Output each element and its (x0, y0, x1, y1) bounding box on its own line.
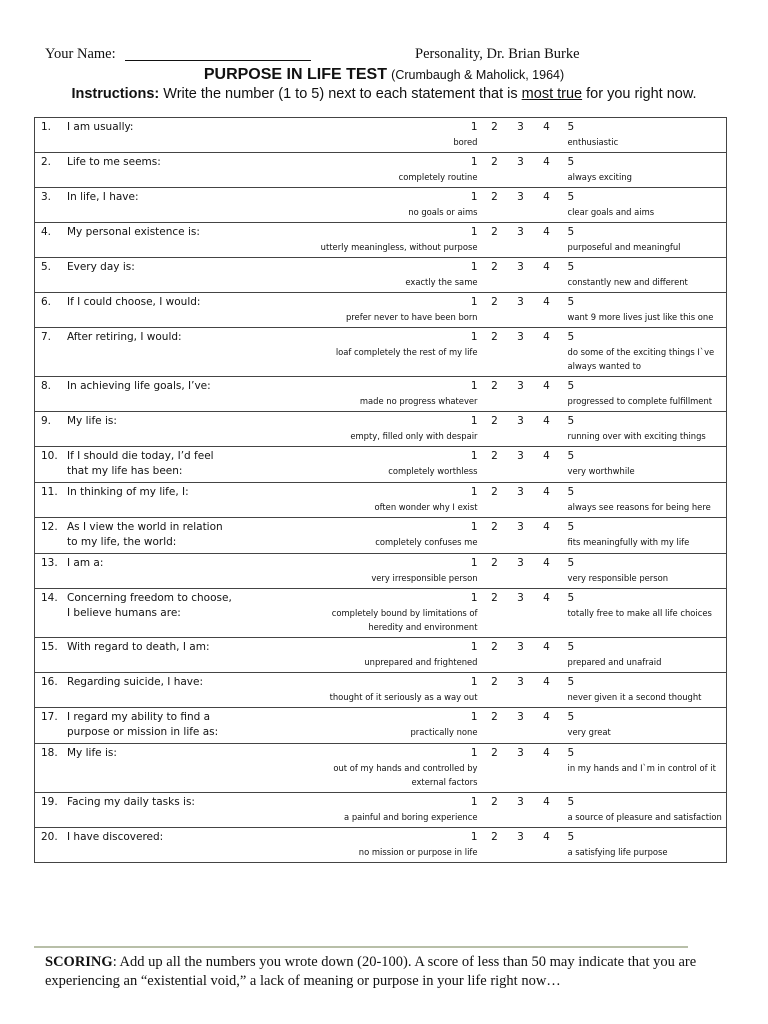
rating-5-cell[interactable] (560, 518, 727, 554)
rating-5-cell[interactable] (560, 673, 727, 708)
rating-1-cell[interactable] (238, 828, 482, 863)
divider-rule (34, 946, 688, 948)
rating-3[interactable]: 3 (508, 483, 534, 518)
high-anchor-label: prepared and unafraid (567, 657, 662, 667)
question-text: Every day is: (67, 261, 135, 273)
rating-3[interactable]: 3 (508, 118, 534, 153)
table-row (35, 293, 727, 328)
question-cell (35, 223, 238, 258)
high-anchor-label: always exciting (567, 172, 632, 182)
low-anchor-label: prefer never to have been born (345, 312, 478, 322)
table-row (35, 589, 727, 638)
course-label: Personality, Dr. Brian Burke (415, 46, 580, 62)
rating-5[interactable]: 5 (567, 747, 575, 759)
rating-2[interactable]: 2 (482, 377, 508, 412)
instructions-text-post: for you right now. (582, 86, 697, 102)
question-number: 19. (41, 796, 58, 808)
question-number: 18. (41, 747, 58, 759)
low-anchor-label: very irresponsible person (371, 573, 478, 583)
rating-2[interactable]: 2 (482, 223, 508, 258)
rating-5[interactable]: 5 (567, 592, 575, 604)
question-text: My personal existence is: (67, 226, 200, 238)
table-row (35, 223, 727, 258)
question-cell (35, 118, 238, 153)
rating-5-cell[interactable] (560, 293, 727, 328)
rating-2[interactable]: 2 (482, 153, 508, 188)
rating-5[interactable]: 5 (567, 641, 575, 653)
low-anchor-label: utterly meaningless, without purpose (320, 242, 478, 252)
rating-5[interactable]: 5 (567, 450, 575, 462)
instructions-label: Instructions: (71, 86, 160, 102)
rating-5[interactable]: 5 (567, 296, 575, 308)
scoring-text: : Add up all the numbers you wrote down (20-100). A score of less than 50 may indicate that you are experiencing an “existential void,” a lack of meaning or purpose in your life right now… (45, 954, 697, 989)
question-number: 2. (41, 156, 52, 168)
rating-1-cell[interactable] (238, 708, 482, 744)
rating-4[interactable]: 4 (534, 589, 560, 638)
rating-3[interactable]: 3 (508, 744, 534, 793)
question-cell (35, 377, 238, 412)
rating-2[interactable]: 2 (482, 793, 508, 828)
rating-1[interactable]: 1 (470, 486, 478, 498)
high-anchor-label: want 9 more lives just like this one (567, 312, 714, 322)
rating-4[interactable]: 4 (534, 258, 560, 293)
rating-4[interactable]: 4 (534, 483, 560, 518)
rating-2[interactable]: 2 (482, 554, 508, 589)
rating-5-cell[interactable] (560, 447, 727, 483)
question-number: 10. (41, 450, 58, 462)
question-cell (35, 744, 238, 793)
rating-3[interactable]: 3 (508, 188, 534, 223)
rating-3[interactable]: 3 (508, 828, 534, 863)
question-number: 11. (41, 486, 58, 498)
rating-1-cell[interactable] (238, 589, 482, 638)
rating-3[interactable]: 3 (508, 258, 534, 293)
rating-1[interactable]: 1 (470, 676, 478, 688)
rating-5-cell[interactable] (560, 708, 727, 744)
rating-5[interactable]: 5 (567, 331, 575, 343)
high-anchor-label: running over with exciting things (567, 431, 706, 441)
rating-1-cell[interactable] (238, 188, 482, 223)
high-anchor-label: totally free to make all life choices (567, 608, 712, 618)
rating-5-cell[interactable] (560, 377, 727, 412)
question-cell (35, 638, 238, 673)
low-anchor-label: unprepared and frightened (364, 657, 478, 667)
question-cell (35, 447, 238, 483)
instructions-text-pre: Write the number (1 to 5) next to each statement that is (159, 86, 522, 102)
rating-3[interactable]: 3 (508, 708, 534, 744)
rating-3[interactable]: 3 (508, 377, 534, 412)
question-cell (35, 412, 238, 447)
rating-2[interactable]: 2 (482, 708, 508, 744)
question-number: 8. (41, 380, 52, 392)
title-row (0, 66, 768, 84)
high-anchor-label: a source of pleasure and satisfaction (567, 812, 722, 822)
rating-4[interactable]: 4 (534, 828, 560, 863)
rating-5-cell[interactable] (560, 793, 727, 828)
items-table-body (35, 118, 727, 863)
question-number: 20. (41, 831, 58, 843)
rating-1[interactable]: 1 (470, 641, 478, 653)
low-anchor-label: completely confuses me (375, 537, 478, 547)
rating-1-cell[interactable] (238, 118, 482, 153)
rating-5[interactable]: 5 (567, 711, 575, 723)
high-anchor-label: fits meaningfully with my life (567, 537, 690, 547)
question-number: 6. (41, 296, 52, 308)
rating-2[interactable]: 2 (482, 188, 508, 223)
rating-1-cell[interactable] (238, 744, 482, 793)
rating-1-cell[interactable] (238, 412, 482, 447)
rating-4[interactable]: 4 (534, 708, 560, 744)
high-anchor-label: constantly new and different (567, 277, 688, 287)
question-text: If I could choose, I would: (67, 296, 201, 308)
question-text: In thinking of my life, I: (67, 486, 189, 498)
high-anchor-label: clear goals and aims (567, 207, 655, 217)
low-anchor-label: made no progress whatever (359, 396, 478, 406)
high-anchor-label: very responsible person (567, 573, 669, 583)
rating-5[interactable]: 5 (567, 486, 575, 498)
header-line (45, 46, 745, 66)
question-number: 1. (41, 121, 52, 133)
rating-1[interactable]: 1 (470, 296, 478, 308)
question-cell (35, 188, 238, 223)
rating-4[interactable]: 4 (534, 673, 560, 708)
items-table (34, 117, 727, 863)
question-text: I have discovered: (67, 831, 164, 843)
low-anchor-label: completely worthless (388, 466, 478, 476)
rating-2[interactable]: 2 (482, 589, 508, 638)
table-row (35, 118, 727, 153)
rating-4[interactable]: 4 (534, 638, 560, 673)
high-anchor-label: purposeful and meaningful (567, 242, 681, 252)
question-text: Facing my daily tasks is: (67, 796, 195, 808)
table-row (35, 483, 727, 518)
question-text: After retiring, I would: (67, 331, 182, 343)
high-anchor-label: in my hands and I`m in control of it (567, 763, 716, 773)
question-text: In achieving life goals, I’ve: (67, 380, 211, 392)
rating-3[interactable]: 3 (508, 447, 534, 483)
high-anchor-label: progressed to complete fulfillment (567, 396, 713, 406)
rating-5[interactable]: 5 (567, 415, 575, 427)
low-anchor-label: thought of it seriously as a way out (329, 692, 478, 702)
rating-1[interactable]: 1 (470, 261, 478, 273)
rating-5[interactable]: 5 (567, 261, 575, 273)
rating-1[interactable]: 1 (470, 747, 478, 759)
rating-5-cell[interactable] (560, 223, 727, 258)
citation: (Crumbaugh & Maholick, 1964) (391, 68, 565, 82)
question-cell (35, 554, 238, 589)
high-anchor-label: very worthwhile (567, 466, 635, 476)
rating-2[interactable]: 2 (482, 328, 508, 377)
low-anchor-label: no mission or purpose in life (358, 847, 478, 857)
rating-4[interactable]: 4 (534, 377, 560, 412)
rating-3[interactable]: 3 (508, 673, 534, 708)
rating-1[interactable]: 1 (470, 450, 478, 462)
low-anchor-label: bored (453, 137, 478, 147)
question-text: Life to me seems: (67, 156, 161, 168)
rating-5-cell[interactable] (560, 554, 727, 589)
high-anchor-label: a satisfying life purpose (567, 847, 668, 857)
rating-1[interactable]: 1 (470, 331, 478, 343)
question-cell (35, 793, 238, 828)
name-label: Your Name: (45, 46, 116, 62)
question-cell (35, 483, 238, 518)
question-number: 15. (41, 641, 58, 653)
high-anchor-label: enthusiastic (567, 137, 619, 147)
high-anchor-label: always see reasons for being here (567, 502, 711, 512)
question-text: I am usually: (67, 121, 134, 133)
rating-5-cell[interactable] (560, 744, 727, 793)
table-row (35, 328, 727, 377)
rating-2[interactable]: 2 (482, 744, 508, 793)
question-text: If I should die today, I’d feel that my life has been: (67, 450, 214, 477)
rating-2[interactable]: 2 (482, 118, 508, 153)
rating-5-cell[interactable] (560, 258, 727, 293)
rating-1[interactable]: 1 (470, 521, 478, 533)
low-anchor-label: exactly the same (405, 277, 478, 287)
question-number: 13. (41, 557, 58, 569)
rating-3[interactable]: 3 (508, 412, 534, 447)
question-text: I am a: (67, 557, 104, 569)
rating-5[interactable]: 5 (567, 191, 575, 203)
rating-5[interactable]: 5 (567, 121, 575, 133)
question-number: 14. (41, 592, 58, 604)
rating-2[interactable]: 2 (482, 518, 508, 554)
question-text: As I view the world in relation to my life, the world: (67, 521, 223, 548)
rating-1-cell[interactable] (238, 328, 482, 377)
rating-1[interactable]: 1 (470, 592, 478, 604)
rating-5-cell[interactable] (560, 118, 727, 153)
question-text: With regard to death, I am: (67, 641, 210, 653)
name-blank-line[interactable] (125, 60, 311, 61)
rating-5-cell[interactable] (560, 638, 727, 673)
table-row (35, 638, 727, 673)
question-text: Concerning freedom to choose, I believe humans are: (67, 592, 232, 619)
rating-3[interactable]: 3 (508, 223, 534, 258)
rating-4[interactable]: 4 (534, 328, 560, 377)
instructions (0, 86, 768, 102)
question-number: 3. (41, 191, 52, 203)
instructions-emphasis: most true (521, 86, 583, 102)
low-anchor-label: no goals or aims (408, 207, 478, 217)
rating-2[interactable]: 2 (482, 638, 508, 673)
rating-1-cell[interactable] (238, 377, 482, 412)
rating-3[interactable]: 3 (508, 293, 534, 328)
rating-1[interactable]: 1 (470, 156, 478, 168)
low-anchor-label: practically none (410, 727, 478, 737)
rating-2[interactable]: 2 (482, 412, 508, 447)
question-cell (35, 518, 238, 554)
rating-1[interactable]: 1 (470, 121, 478, 133)
rating-1[interactable]: 1 (470, 711, 478, 723)
rating-1-cell[interactable] (238, 223, 482, 258)
rating-1-cell[interactable] (238, 153, 482, 188)
rating-1-cell[interactable] (238, 793, 482, 828)
rating-2[interactable]: 2 (482, 447, 508, 483)
rating-5-cell[interactable] (560, 153, 727, 188)
page-title: PURPOSE IN LIFE TEST (203, 66, 387, 83)
rating-2[interactable]: 2 (482, 483, 508, 518)
question-cell (35, 328, 238, 377)
rating-1-cell[interactable] (238, 638, 482, 673)
question-cell (35, 153, 238, 188)
rating-4[interactable]: 4 (534, 153, 560, 188)
table-row (35, 153, 727, 188)
rating-1[interactable]: 1 (470, 226, 478, 238)
rating-1[interactable]: 1 (470, 831, 478, 843)
question-text: My life is: (67, 415, 117, 427)
rating-5-cell[interactable] (560, 483, 727, 518)
rating-5-cell[interactable] (560, 188, 727, 223)
question-number: 17. (41, 711, 58, 723)
rating-1[interactable]: 1 (470, 557, 478, 569)
rating-4[interactable]: 4 (534, 293, 560, 328)
table-row (35, 447, 727, 483)
rating-1-cell[interactable] (238, 258, 482, 293)
rating-5[interactable]: 5 (567, 796, 575, 808)
scoring-label: SCORING (45, 954, 113, 970)
rating-1-cell[interactable] (238, 673, 482, 708)
rating-4[interactable]: 4 (534, 518, 560, 554)
rating-1[interactable]: 1 (470, 415, 478, 427)
rating-3[interactable]: 3 (508, 153, 534, 188)
table-row (35, 708, 727, 744)
high-anchor-label: never given it a second thought (567, 692, 702, 702)
high-anchor-label: do some of the exciting things I`ve always wanted to (567, 347, 715, 371)
question-cell (35, 708, 238, 744)
question-cell (35, 589, 238, 638)
rating-3[interactable]: 3 (508, 554, 534, 589)
question-number: 9. (41, 415, 52, 427)
rating-5[interactable]: 5 (567, 226, 575, 238)
rating-5[interactable]: 5 (567, 156, 575, 168)
question-number: 7. (41, 331, 52, 343)
rating-1-cell[interactable] (238, 554, 482, 589)
low-anchor-label: out of my hands and controlled by external factors (333, 763, 478, 787)
table-row (35, 377, 727, 412)
rating-4[interactable]: 4 (534, 793, 560, 828)
rating-5-cell[interactable] (560, 828, 727, 863)
rating-1-cell[interactable] (238, 483, 482, 518)
rating-4[interactable]: 4 (534, 223, 560, 258)
rating-2[interactable]: 2 (482, 293, 508, 328)
table-row (35, 793, 727, 828)
rating-2[interactable]: 2 (482, 673, 508, 708)
rating-5[interactable]: 5 (567, 676, 575, 688)
low-anchor-label: loaf completely the rest of my life (335, 347, 478, 357)
rating-5[interactable]: 5 (567, 557, 575, 569)
rating-2[interactable]: 2 (482, 828, 508, 863)
table-row (35, 554, 727, 589)
rating-3[interactable]: 3 (508, 328, 534, 377)
rating-3[interactable]: 3 (508, 589, 534, 638)
table-row (35, 518, 727, 554)
question-text: I regard my ability to find a purpose or mission in life as: (67, 711, 219, 738)
rating-1-cell[interactable] (238, 293, 482, 328)
rating-5[interactable]: 5 (567, 831, 575, 843)
rating-1[interactable]: 1 (470, 380, 478, 392)
table-row (35, 258, 727, 293)
table-row (35, 673, 727, 708)
rating-5-cell[interactable] (560, 589, 727, 638)
rating-3[interactable]: 3 (508, 638, 534, 673)
rating-5[interactable]: 5 (567, 380, 575, 392)
rating-4[interactable]: 4 (534, 554, 560, 589)
question-number: 12. (41, 521, 58, 533)
question-number: 4. (41, 226, 52, 238)
high-anchor-label: very great (567, 727, 611, 737)
question-text: In life, I have: (67, 191, 139, 203)
low-anchor-label: empty, filled only with despair (350, 431, 478, 441)
rating-2[interactable]: 2 (482, 258, 508, 293)
question-text: Regarding suicide, I have: (67, 676, 204, 688)
rating-4[interactable]: 4 (534, 412, 560, 447)
question-number: 5. (41, 261, 52, 273)
rating-4[interactable]: 4 (534, 188, 560, 223)
low-anchor-label: completely routine (398, 172, 478, 182)
rating-4[interactable]: 4 (534, 744, 560, 793)
scoring-note (45, 953, 705, 991)
question-cell (35, 293, 238, 328)
question-cell (35, 673, 238, 708)
low-anchor-label: a painful and boring experience (344, 812, 478, 822)
rating-5-cell[interactable] (560, 328, 727, 377)
question-text: My life is: (67, 747, 117, 759)
rating-1[interactable]: 1 (470, 191, 478, 203)
rating-3[interactable]: 3 (508, 793, 534, 828)
rating-1-cell[interactable] (238, 447, 482, 483)
question-cell (35, 258, 238, 293)
rating-3[interactable]: 3 (508, 518, 534, 554)
question-cell (35, 828, 238, 863)
rating-5-cell[interactable] (560, 412, 727, 447)
table-row (35, 412, 727, 447)
table-row (35, 188, 727, 223)
rating-1-cell[interactable] (238, 518, 482, 554)
low-anchor-label: often wonder why I exist (374, 502, 478, 512)
table-row (35, 828, 727, 863)
rating-4[interactable]: 4 (534, 447, 560, 483)
low-anchor-label: completely bound by limitations of heredity and environment (331, 608, 478, 632)
rating-4[interactable]: 4 (534, 118, 560, 153)
rating-1[interactable]: 1 (470, 796, 478, 808)
table-row (35, 744, 727, 793)
question-number: 16. (41, 676, 58, 688)
rating-5[interactable]: 5 (567, 521, 575, 533)
